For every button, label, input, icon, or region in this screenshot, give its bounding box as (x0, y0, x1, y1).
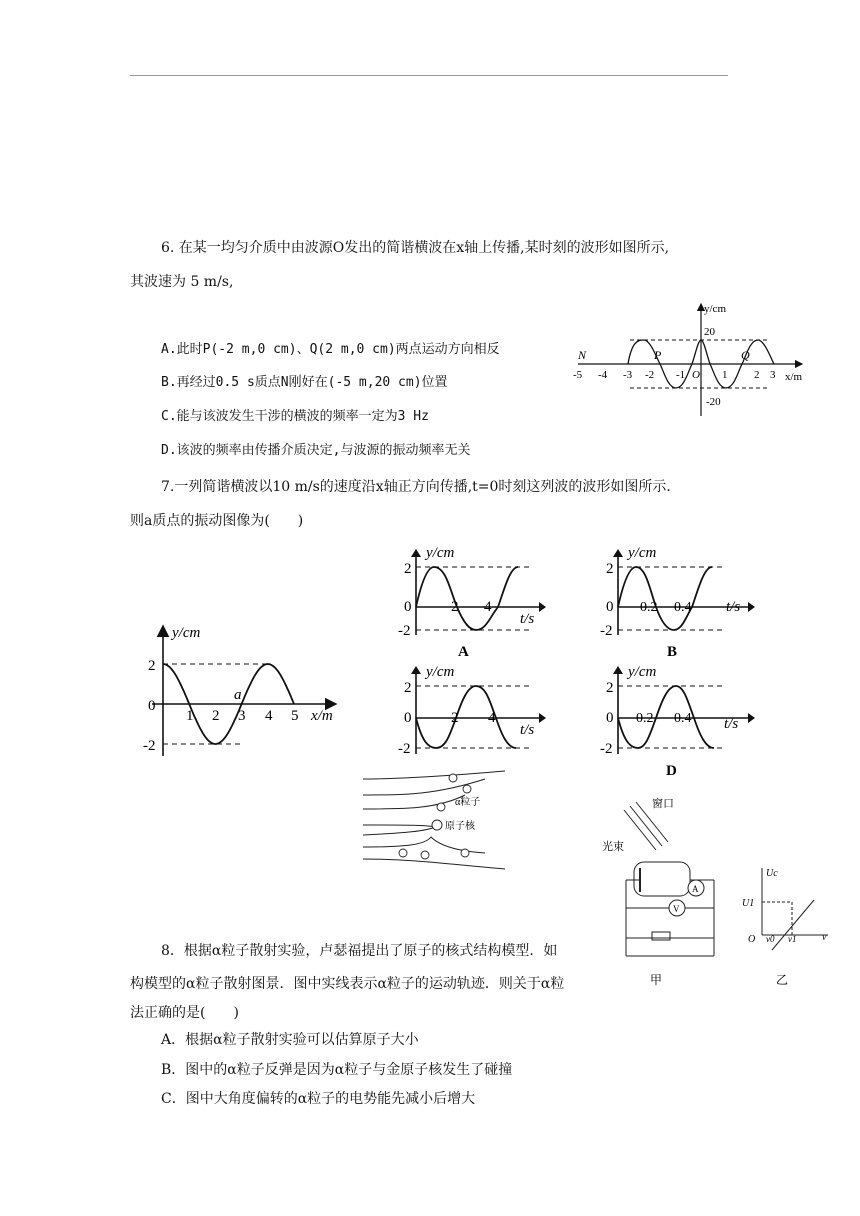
option-d-label: D (666, 763, 677, 779)
graph-origin: O (748, 934, 756, 945)
q8-option-b: B．图中的α粒子反弹是因为α粒子与金原子核发生了碰撞 (161, 1062, 513, 1078)
q6-y-tick-20: 20 (704, 326, 715, 338)
q6-stem-line2: 其波速为 5 m/s, (130, 274, 234, 290)
q6-option-c: C.能与该波发生干涉的横波的频率一定为3 Hz (161, 409, 429, 424)
graph-nu0: ν0 (766, 934, 775, 944)
q7-y-tick-2: 2 (148, 658, 156, 674)
q6-point-n-label: N (578, 348, 587, 362)
q6-stem-line1: 6. 在某一均匀介质中由波源O发出的简谐横波在x轴上传播,某时刻的波形如图所示, (161, 240, 670, 256)
q6-x-tick: -2 (645, 369, 655, 381)
q6-x-tick: 3 (770, 369, 776, 381)
option-b-t-tick: 0.4 (674, 600, 692, 615)
option-d-t-label: t/s (724, 716, 739, 732)
option-c-t-tick: 2 (451, 710, 459, 726)
option-d-t-tick: 0.4 (674, 711, 692, 726)
graph-nu1: ν1 (788, 934, 797, 944)
q7-x-tick: 1 (186, 708, 194, 724)
graph-nu-axis: ν (822, 932, 827, 943)
option-b-t-label: t/s (726, 599, 741, 615)
graph-uc-label: Uc (766, 868, 778, 879)
q7-point-a-label: a (234, 687, 242, 703)
q7-x-tick: 2 (212, 708, 220, 724)
option-b-y-tick: 2 (606, 561, 614, 577)
option-a-y-label: y/cm (426, 545, 455, 561)
q7-y-tick-0: 0 (148, 698, 156, 714)
q6-x-axis-label: x/m (785, 371, 803, 383)
option-a-t-tick: 2 (451, 599, 459, 615)
option-b-label: B (667, 644, 678, 660)
ammeter-symbol: A (692, 884, 699, 894)
header-rule (130, 75, 728, 76)
option-a-label: A (458, 644, 469, 660)
option-c-y-tick: 2 (404, 680, 412, 696)
option-a-t-tick: 4 (484, 599, 492, 615)
q8-stem-line2: 构模型的α粒子散射图景．图中实线表示α粒子的运动轨迹．则关于α粒 (130, 976, 565, 992)
caption-jia: 甲 (650, 973, 663, 987)
alpha-scattering-figure (355, 765, 515, 870)
option-b-y-tick: -2 (600, 623, 613, 639)
photoelectric-figure (596, 790, 836, 990)
q7-wave-figure (140, 620, 350, 765)
beam-label: 光束 (602, 841, 624, 853)
q7-stem-line1: 7.一列简谐横波以10 m/s的速度沿x轴正方向传播,t=0时刻这列波的波形如图所示. (161, 479, 671, 495)
q6-x-tick: 2 (754, 369, 760, 381)
q7-option-c-graph (370, 662, 550, 762)
q6-point-q-label: Q (741, 348, 750, 362)
q7-option-d-graph (572, 662, 762, 782)
nucleus-label: 原子核 (445, 821, 475, 832)
q8-stem-line3: 法正确的是( ) (130, 1005, 239, 1021)
option-c-y-label: y/cm (426, 664, 455, 680)
q7-x-tick: 5 (291, 708, 299, 724)
q6-point-p-label: P (654, 348, 662, 362)
option-d-y-tick: -2 (600, 741, 613, 757)
q7-y-tick-neg2: -2 (143, 738, 156, 754)
q6-y-axis-label: y/cm (704, 303, 726, 315)
option-a-t-label: t/s (520, 611, 535, 627)
q8-option-a: A．根据α粒子散射实验可以估算原子大小 (161, 1032, 419, 1048)
q6-option-b: B.再经过0.5 s质点N刚好在(-5 m,20 cm)位置 (161, 375, 448, 390)
option-c-t-tick: 4 (488, 710, 496, 726)
q7-option-a-graph (370, 545, 550, 660)
q6-x-tick: 1 (722, 369, 728, 381)
option-a-y-tick: -2 (398, 623, 411, 639)
alpha-particle-label: α粒子 (455, 797, 481, 808)
q7-x-tick: 3 (238, 708, 246, 724)
option-b-y-label: y/cm (628, 545, 657, 561)
q6-option-d: D.该波的频率由传播介质决定,与波源的振动频率无关 (161, 443, 471, 458)
option-a-y-tick: 2 (404, 561, 412, 577)
q7-x-tick: 4 (265, 708, 273, 724)
option-c-y-tick: 0 (404, 710, 412, 726)
q6-x-tick: -3 (623, 369, 633, 381)
q8-option-c: C．图中大角度偏转的α粒子的电势能先减小后增大 (161, 1091, 476, 1107)
q6-x-tick: -5 (573, 369, 583, 381)
q6-option-a: A.此时P(-2 m,0 cm)、Q(2 m,0 cm)两点运动方向相反 (161, 342, 500, 357)
graph-u1-label: U1 (742, 898, 755, 909)
option-c-t-label: t/s (520, 722, 535, 738)
option-d-y-label: y/cm (628, 664, 657, 680)
option-d-y-tick: 2 (606, 680, 614, 696)
option-b-y-tick: 0 (606, 599, 614, 615)
q6-wave-figure (570, 296, 810, 421)
q6-origin-label: O (692, 369, 700, 381)
q7-y-axis-label: y/cm (172, 625, 201, 641)
option-c-y-tick: -2 (398, 741, 411, 757)
q6-y-tick-neg20: -20 (706, 396, 721, 408)
voltmeter-symbol: V (673, 904, 680, 914)
q7-stem-line2: 则a质点的振动图像为( ) (130, 513, 304, 529)
option-a-y-tick: 0 (404, 599, 412, 615)
q8-stem-line1: 8．根据α粒子散射实验，卢瑟福提出了原子的核式结构模型．如 (161, 943, 558, 959)
caption-yi: 乙 (776, 973, 789, 987)
q7-x-axis-label: x/m (311, 708, 333, 724)
option-d-y-tick: 0 (606, 710, 614, 726)
option-b-t-tick: 0.2 (640, 600, 658, 615)
q6-x-tick: -1 (676, 369, 686, 381)
window-label: 窗口 (652, 798, 674, 810)
q6-x-tick: -4 (598, 369, 608, 381)
option-d-t-tick: 0.2 (636, 711, 654, 726)
q7-option-b-graph (572, 545, 762, 660)
